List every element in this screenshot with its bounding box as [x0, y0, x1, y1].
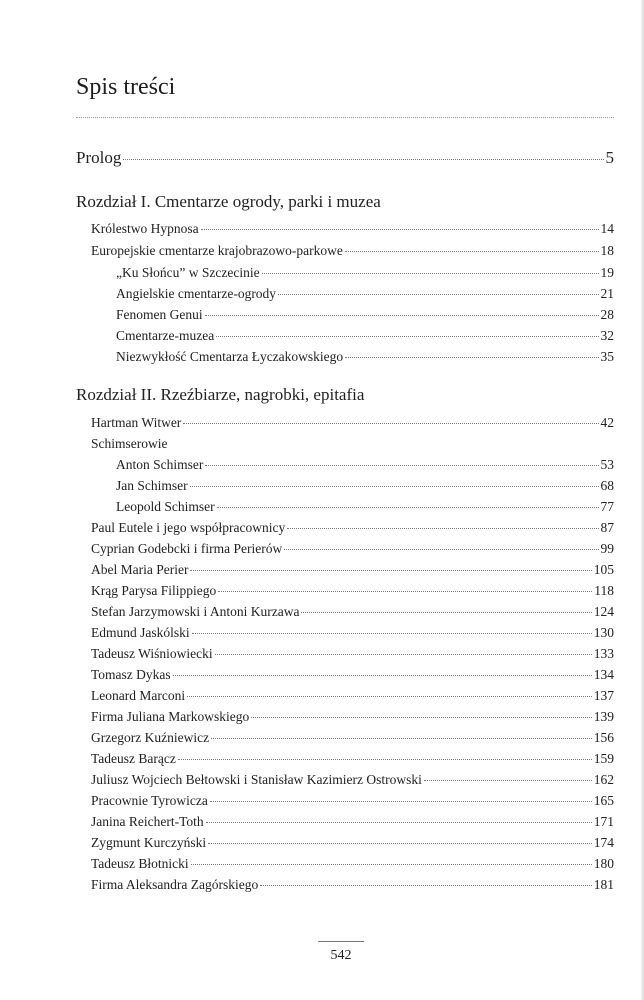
- toc-entry: [116, 307, 614, 323]
- toc-entry-label: Tadeusz Barącz: [91, 751, 176, 766]
- toc-entry-label: Firma Juliana Markowskiego: [91, 709, 250, 724]
- toc-entry: [91, 520, 614, 536]
- toc-entry: [91, 243, 614, 259]
- toc-entry-label: Zygmunt Kurczyński: [91, 835, 207, 850]
- toc-entry: [91, 221, 614, 237]
- toc-entry: [116, 478, 614, 494]
- dot-leader: [211, 738, 592, 739]
- toc-entry-page: 156: [593, 730, 614, 745]
- dot-leader: [216, 336, 598, 337]
- toc-entry-page: 159: [593, 751, 614, 766]
- toc-entry: [91, 646, 614, 662]
- toc-entry-label: Firma Aleksandra Zagórskiego: [91, 877, 259, 892]
- dot-leader: [210, 801, 592, 802]
- dot-leader: [218, 591, 592, 592]
- footer-rule: [318, 941, 364, 942]
- toc-entry-label: Anton Schimser: [116, 457, 204, 472]
- toc-entry: [91, 751, 614, 767]
- toc-entry-label: Abel Maria Perier: [91, 562, 189, 577]
- dot-leader: [287, 528, 598, 529]
- toc-entry: [116, 349, 614, 365]
- toc-entry-label: Edmund Jaskólski: [91, 625, 190, 640]
- dot-leader: [284, 549, 598, 550]
- toc-entry-page: 180: [593, 856, 614, 871]
- toc-entry-page: 35: [600, 349, 614, 364]
- toc-entry-label: Angielskie cmentarze-ogrody: [116, 286, 277, 301]
- toc-entry-page: 174: [593, 835, 614, 850]
- toc-entry-page: 99: [600, 541, 614, 556]
- toc-entry: [91, 730, 614, 746]
- toc-entry-page: 87: [600, 520, 614, 535]
- dot-leader: [205, 465, 598, 466]
- toc-entry: [91, 604, 614, 620]
- toc-entry: [116, 457, 614, 473]
- dot-leader: [260, 885, 592, 886]
- toc-entry: [91, 562, 614, 578]
- dot-leader: [178, 759, 592, 760]
- dot-leader: [278, 294, 598, 295]
- toc-entry-label: Cmentarze-muzea: [116, 328, 215, 343]
- toc-entry-label: Stefan Jarzymowski i Antoni Kurzawa: [91, 604, 300, 619]
- toc-entry-page: 21: [600, 286, 614, 301]
- toc-entry-label: Tadeusz Błotnicki: [91, 856, 189, 871]
- toc-entry: [91, 793, 614, 809]
- chapter-1-heading: Rozdział I. Cmentarze ogrody, parki i muzea: [76, 192, 381, 211]
- toc-entry-label: Europejskie cmentarze krajobrazowo-parkowe: [91, 243, 343, 258]
- toc-entry: [91, 877, 614, 893]
- toc-entry: [91, 856, 614, 872]
- toc-entry-page: 137: [593, 688, 614, 703]
- dot-leader: [251, 717, 592, 718]
- toc-entry-label: Leonard Marconi: [91, 688, 186, 703]
- toc-entry-label: Janina Reichert-Toth: [91, 814, 204, 829]
- toc-entry-page: 130: [593, 625, 614, 640]
- toc-entry-page: 171: [593, 814, 614, 829]
- dot-leader: [192, 633, 592, 634]
- toc-entry-page: 105: [593, 562, 614, 577]
- toc-entry-page: 28: [600, 307, 614, 322]
- dot-leader: [190, 570, 591, 571]
- toc-entry-prolog: [76, 148, 614, 168]
- dot-leader: [424, 780, 592, 781]
- toc-entry-label: Krąg Parysa Filippiego: [91, 583, 217, 598]
- toc-entry-page: 32: [600, 328, 614, 343]
- toc-entry-label: „Ku Słońcu” w Szczecinie: [116, 265, 260, 280]
- dot-leader: [187, 696, 592, 697]
- dot-leader: [191, 864, 592, 865]
- toc-entry-page: 53: [600, 457, 614, 472]
- toc-entry-page: 42: [600, 415, 614, 430]
- toc-entry-page: 139: [593, 709, 614, 724]
- toc-entry-page: 14: [600, 221, 614, 236]
- dot-leader: [301, 612, 591, 613]
- toc-entry-page: 124: [593, 604, 614, 619]
- toc-entry-label: Hartman Witwer: [91, 415, 182, 430]
- toc-entry-label: Tadeusz Wiśniowiecki: [91, 646, 213, 661]
- toc-entry: [91, 709, 614, 725]
- dot-leader: [262, 273, 599, 274]
- toc-entry-page: 181: [593, 877, 614, 892]
- toc-entry: [91, 667, 614, 683]
- toc-entry-page: 165: [593, 793, 614, 808]
- toc-entry-label: Pracownie Tyrowicza: [91, 793, 208, 808]
- toc-entry: [91, 583, 614, 599]
- dot-leader: [217, 507, 599, 508]
- dot-leader: [205, 315, 599, 316]
- toc-entry: [91, 835, 614, 851]
- dot-leader: [208, 843, 592, 844]
- dot-leader: [345, 357, 598, 358]
- toc-entry-label: Tomasz Dykas: [91, 667, 171, 682]
- toc-entry-label: Cyprian Godebcki i firma Perierów: [91, 541, 283, 556]
- dot-leader: [345, 251, 599, 252]
- dot-leader: [183, 423, 598, 424]
- toc-group-label: Schimserowie: [91, 436, 168, 451]
- toc-title: Spis treści: [76, 74, 176, 100]
- toc-entry: [116, 499, 614, 515]
- toc-entry: [91, 625, 614, 641]
- toc-entry-page: 77: [600, 499, 614, 514]
- toc-entry: [91, 814, 614, 830]
- toc-entry: [91, 688, 614, 704]
- toc-entry: [91, 541, 614, 557]
- toc-entry: [116, 286, 614, 302]
- toc-entry-page: 162: [593, 772, 614, 787]
- toc-entry-page: 133: [593, 646, 614, 661]
- toc-entry-label: Niezwykłość Cmentarza Łyczakowskiego: [116, 349, 344, 364]
- toc-entry-page: 134: [593, 667, 614, 682]
- toc-entry-label: Leopold Schimser: [116, 499, 215, 514]
- toc-entry-page: 19: [600, 265, 614, 280]
- toc-entry: [116, 265, 614, 281]
- toc-entry-page: 118: [594, 583, 614, 598]
- toc-entry-label: Paul Eutele i jego współpracownicy: [91, 520, 286, 535]
- toc-entry-label: Juliusz Wojciech Bełtowski i Stanisław Kazimierz Ostrowski: [91, 772, 422, 787]
- toc-entry: [91, 772, 614, 788]
- dot-leader: [201, 229, 599, 230]
- chapter-2-heading: Rozdział II. Rzeźbiarze, nagrobki, epitafia: [76, 385, 365, 404]
- toc-entry-page: 5: [605, 148, 614, 167]
- toc-entry-label: Fenomen Genui: [116, 307, 203, 322]
- toc-entry-page: 68: [600, 478, 614, 493]
- toc-entry-label: Grzegorz Kuźniewicz: [91, 730, 210, 745]
- dot-leader: [215, 654, 592, 655]
- toc-entry: [116, 328, 614, 344]
- toc-entry-label: Jan Schimser: [116, 478, 188, 493]
- dot-leader: [173, 675, 592, 676]
- toc-entry: [91, 415, 614, 431]
- toc-entry-label: Królestwo Hypnosa: [91, 221, 199, 236]
- page-number: 542: [330, 948, 352, 963]
- toc-entry-page: 18: [600, 243, 614, 258]
- dot-leader: [123, 159, 603, 160]
- toc-entry-label: Prolog: [76, 148, 122, 167]
- dot-leader: [190, 486, 599, 487]
- dot-leader: [206, 822, 592, 823]
